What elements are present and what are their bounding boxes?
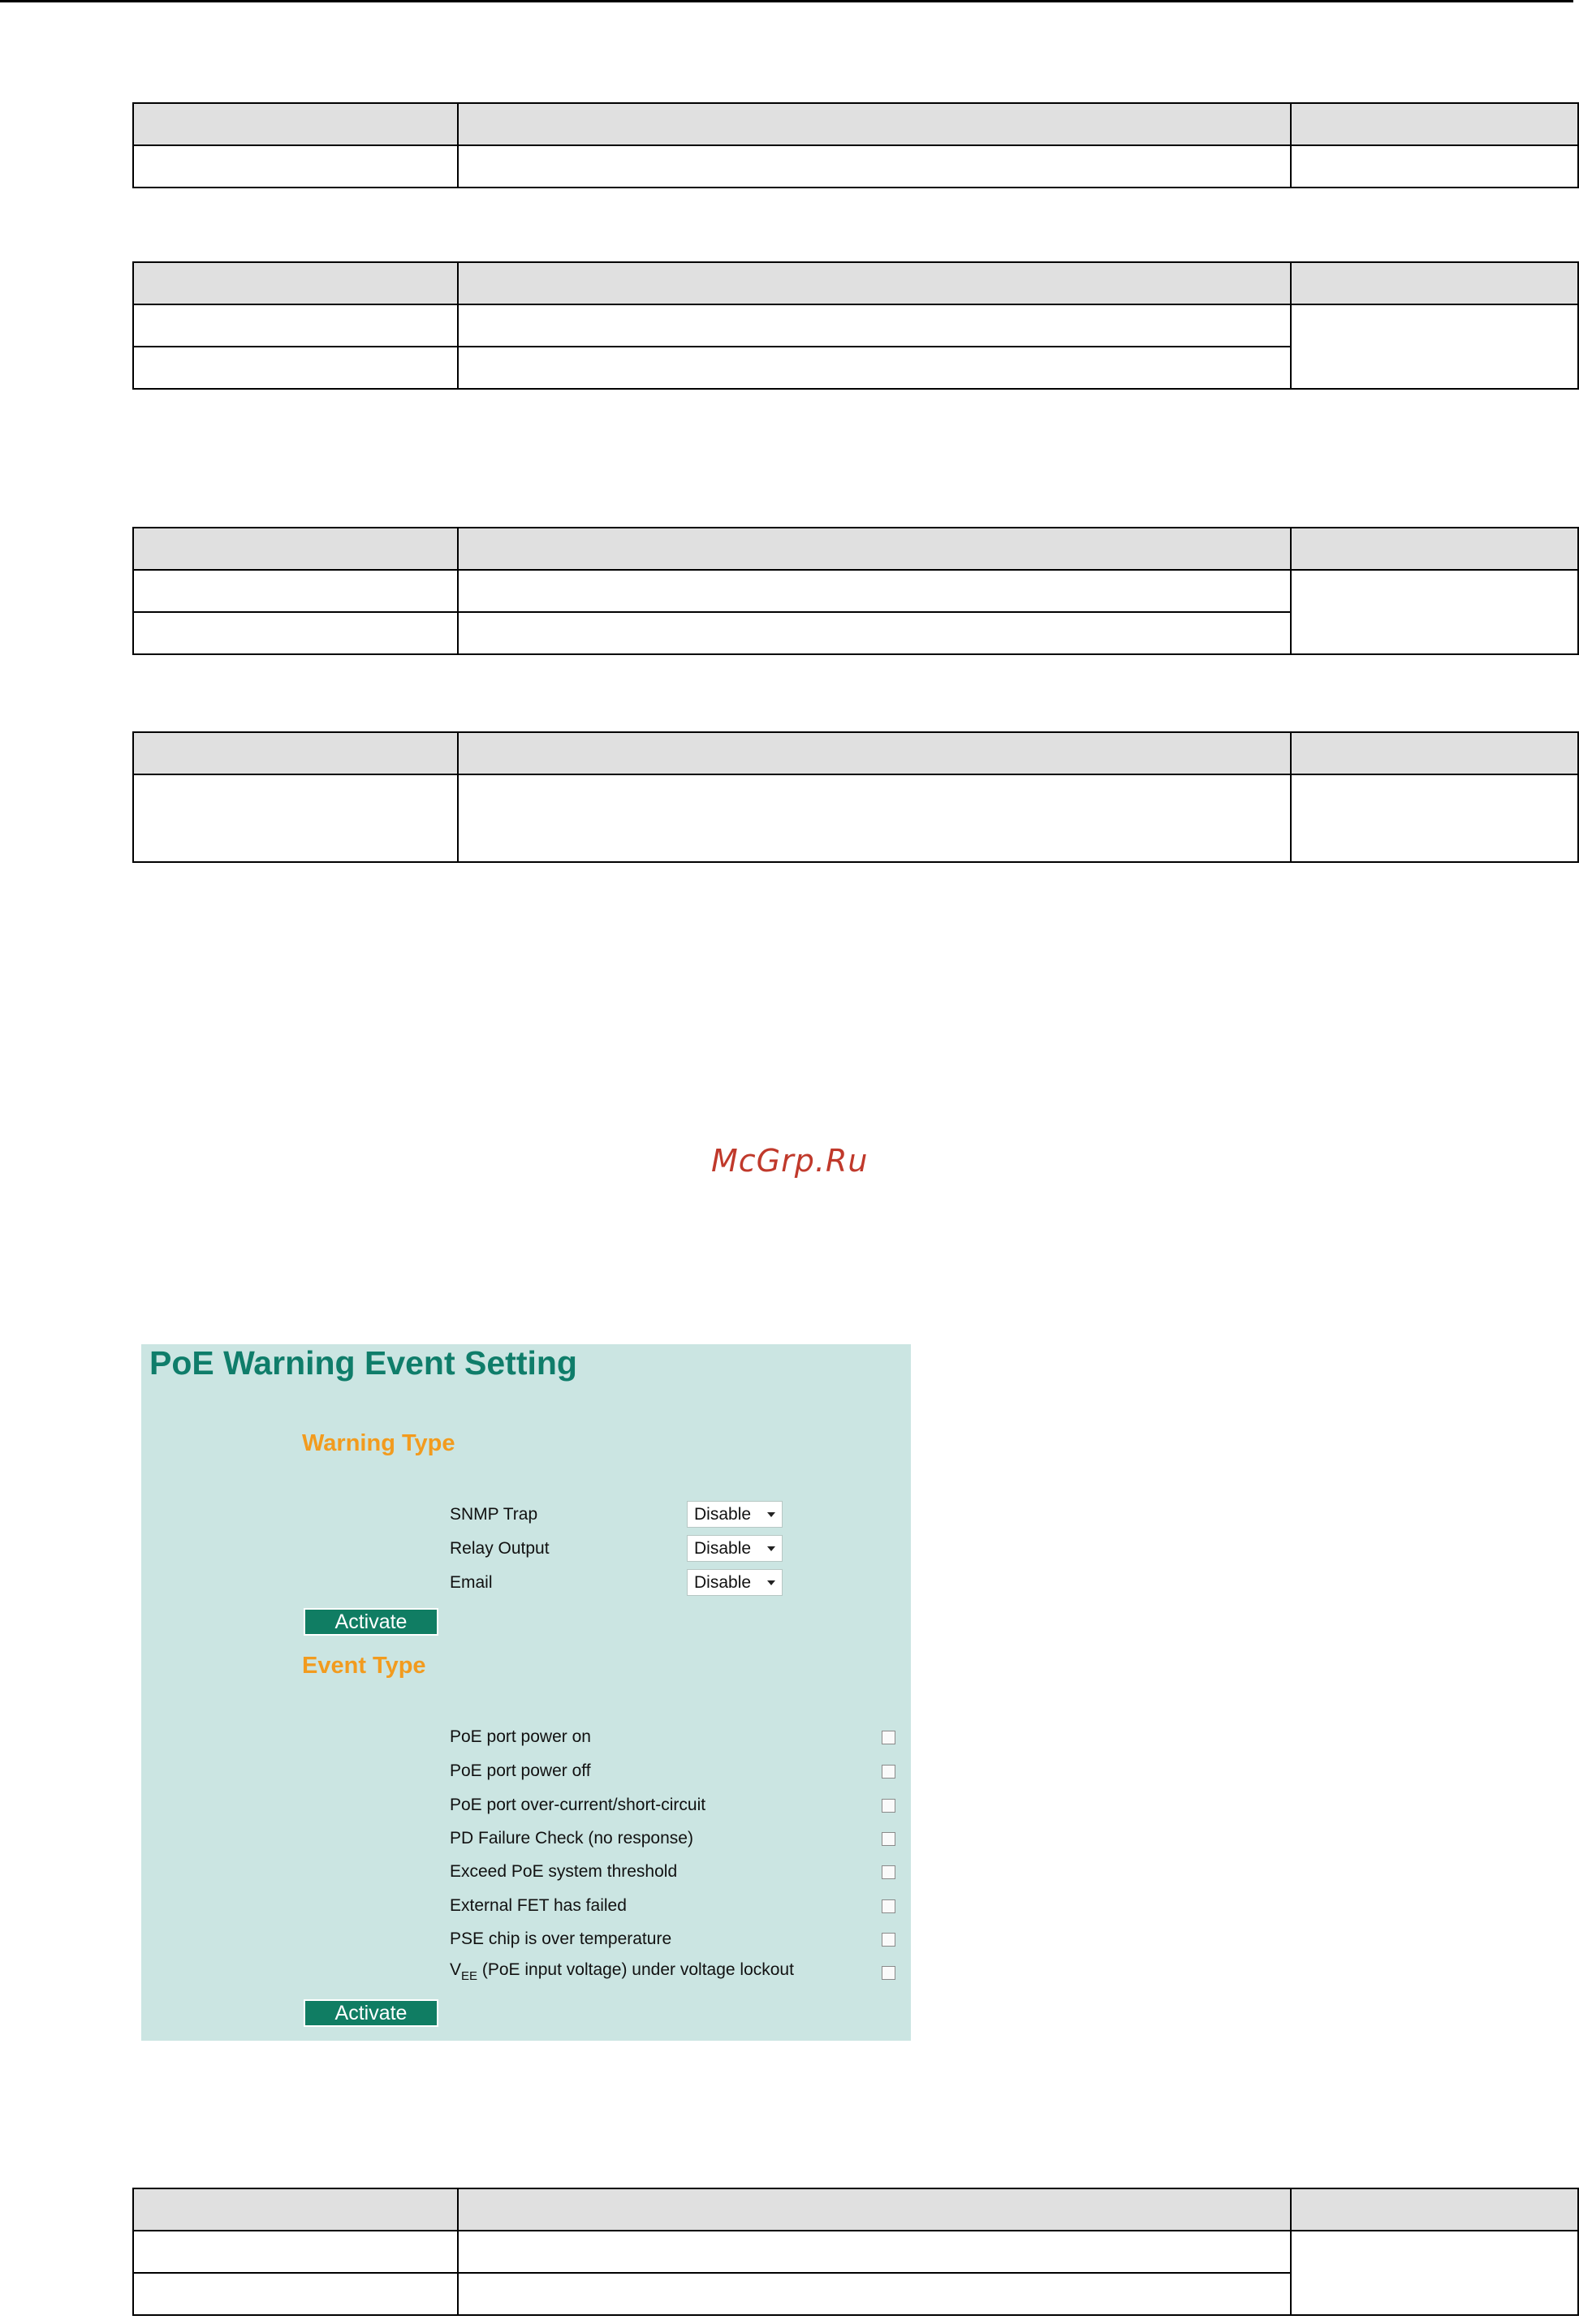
event-checkbox-power-off[interactable]	[882, 1765, 895, 1779]
event-label-fet-failed: External FET has failed	[450, 1896, 627, 1915]
chevron-down-icon	[767, 1546, 775, 1551]
doc-table-1	[132, 102, 1579, 188]
table-row	[133, 304, 1578, 347]
doc-table-2	[132, 261, 1579, 390]
warning-type-activate-button[interactable]: Activate	[304, 1608, 438, 1636]
relay-output-select-value: Disable	[694, 1538, 752, 1558]
snmp-trap-label: SNMP Trap	[450, 1505, 538, 1524]
event-label-exceed-threshold: Exceed PoE system threshold	[450, 1862, 678, 1881]
event-checkbox-over-current[interactable]	[882, 1799, 895, 1813]
watermark-text: McGrp.Ru	[711, 1143, 869, 1179]
vee-prefix: V	[450, 1960, 462, 1979]
snmp-trap-select[interactable]	[687, 1501, 783, 1528]
table-header-row	[133, 528, 1578, 570]
table-header-row	[133, 732, 1578, 774]
page-title: PoE Warning Event Setting	[149, 1344, 577, 1382]
table-row	[133, 145, 1578, 188]
event-label-over-current: PoE port over-current/short-circuit	[450, 1796, 706, 1814]
relay-output-label: Relay Output	[450, 1539, 550, 1558]
table-row	[133, 2231, 1578, 2273]
chevron-down-icon	[767, 1580, 775, 1585]
vee-suffix: (PoE input voltage) under voltage lockout	[477, 1960, 794, 1979]
page-top-rule	[0, 0, 1573, 2]
table-row	[133, 570, 1578, 612]
event-type-activate-button[interactable]: Activate	[304, 1999, 438, 2027]
email-select[interactable]	[687, 1569, 783, 1596]
email-label: Email	[450, 1573, 493, 1592]
snmp-trap-select-value: Disable	[694, 1504, 752, 1524]
event-checkbox-pd-failure[interactable]	[882, 1832, 895, 1846]
event-checkbox-exceed-threshold[interactable]	[882, 1865, 895, 1879]
doc-table-3	[132, 527, 1579, 655]
event-checkbox-fet-failed[interactable]	[882, 1899, 895, 1913]
event-checkbox-vee-lockout[interactable]	[882, 1966, 895, 1980]
warning-type-title: Warning Type	[302, 1430, 455, 1456]
chevron-down-icon	[767, 1512, 775, 1517]
doc-table-5	[132, 2188, 1579, 2316]
email-select-value: Disable	[694, 1572, 752, 1592]
relay-output-select[interactable]	[687, 1535, 783, 1562]
table-header-row	[133, 103, 1578, 145]
event-label-over-temperature: PSE chip is over temperature	[450, 1929, 672, 1948]
event-label-pd-failure: PD Failure Check (no response)	[450, 1829, 693, 1848]
event-label-vee-lockout	[450, 1960, 794, 1983]
event-type-title: Event Type	[302, 1653, 426, 1679]
event-checkbox-over-temperature[interactable]	[882, 1933, 895, 1947]
table-header-row	[133, 2188, 1578, 2231]
vee-subscript: EE	[461, 1969, 478, 1983]
table-header-row	[133, 262, 1578, 304]
event-checkbox-power-on[interactable]	[882, 1731, 895, 1744]
event-label-power-off: PoE port power off	[450, 1761, 591, 1780]
table-row	[133, 774, 1578, 862]
doc-table-4	[132, 731, 1579, 863]
poe-warning-event-panel	[141, 1344, 911, 2041]
event-label-power-on: PoE port power on	[450, 1727, 591, 1746]
